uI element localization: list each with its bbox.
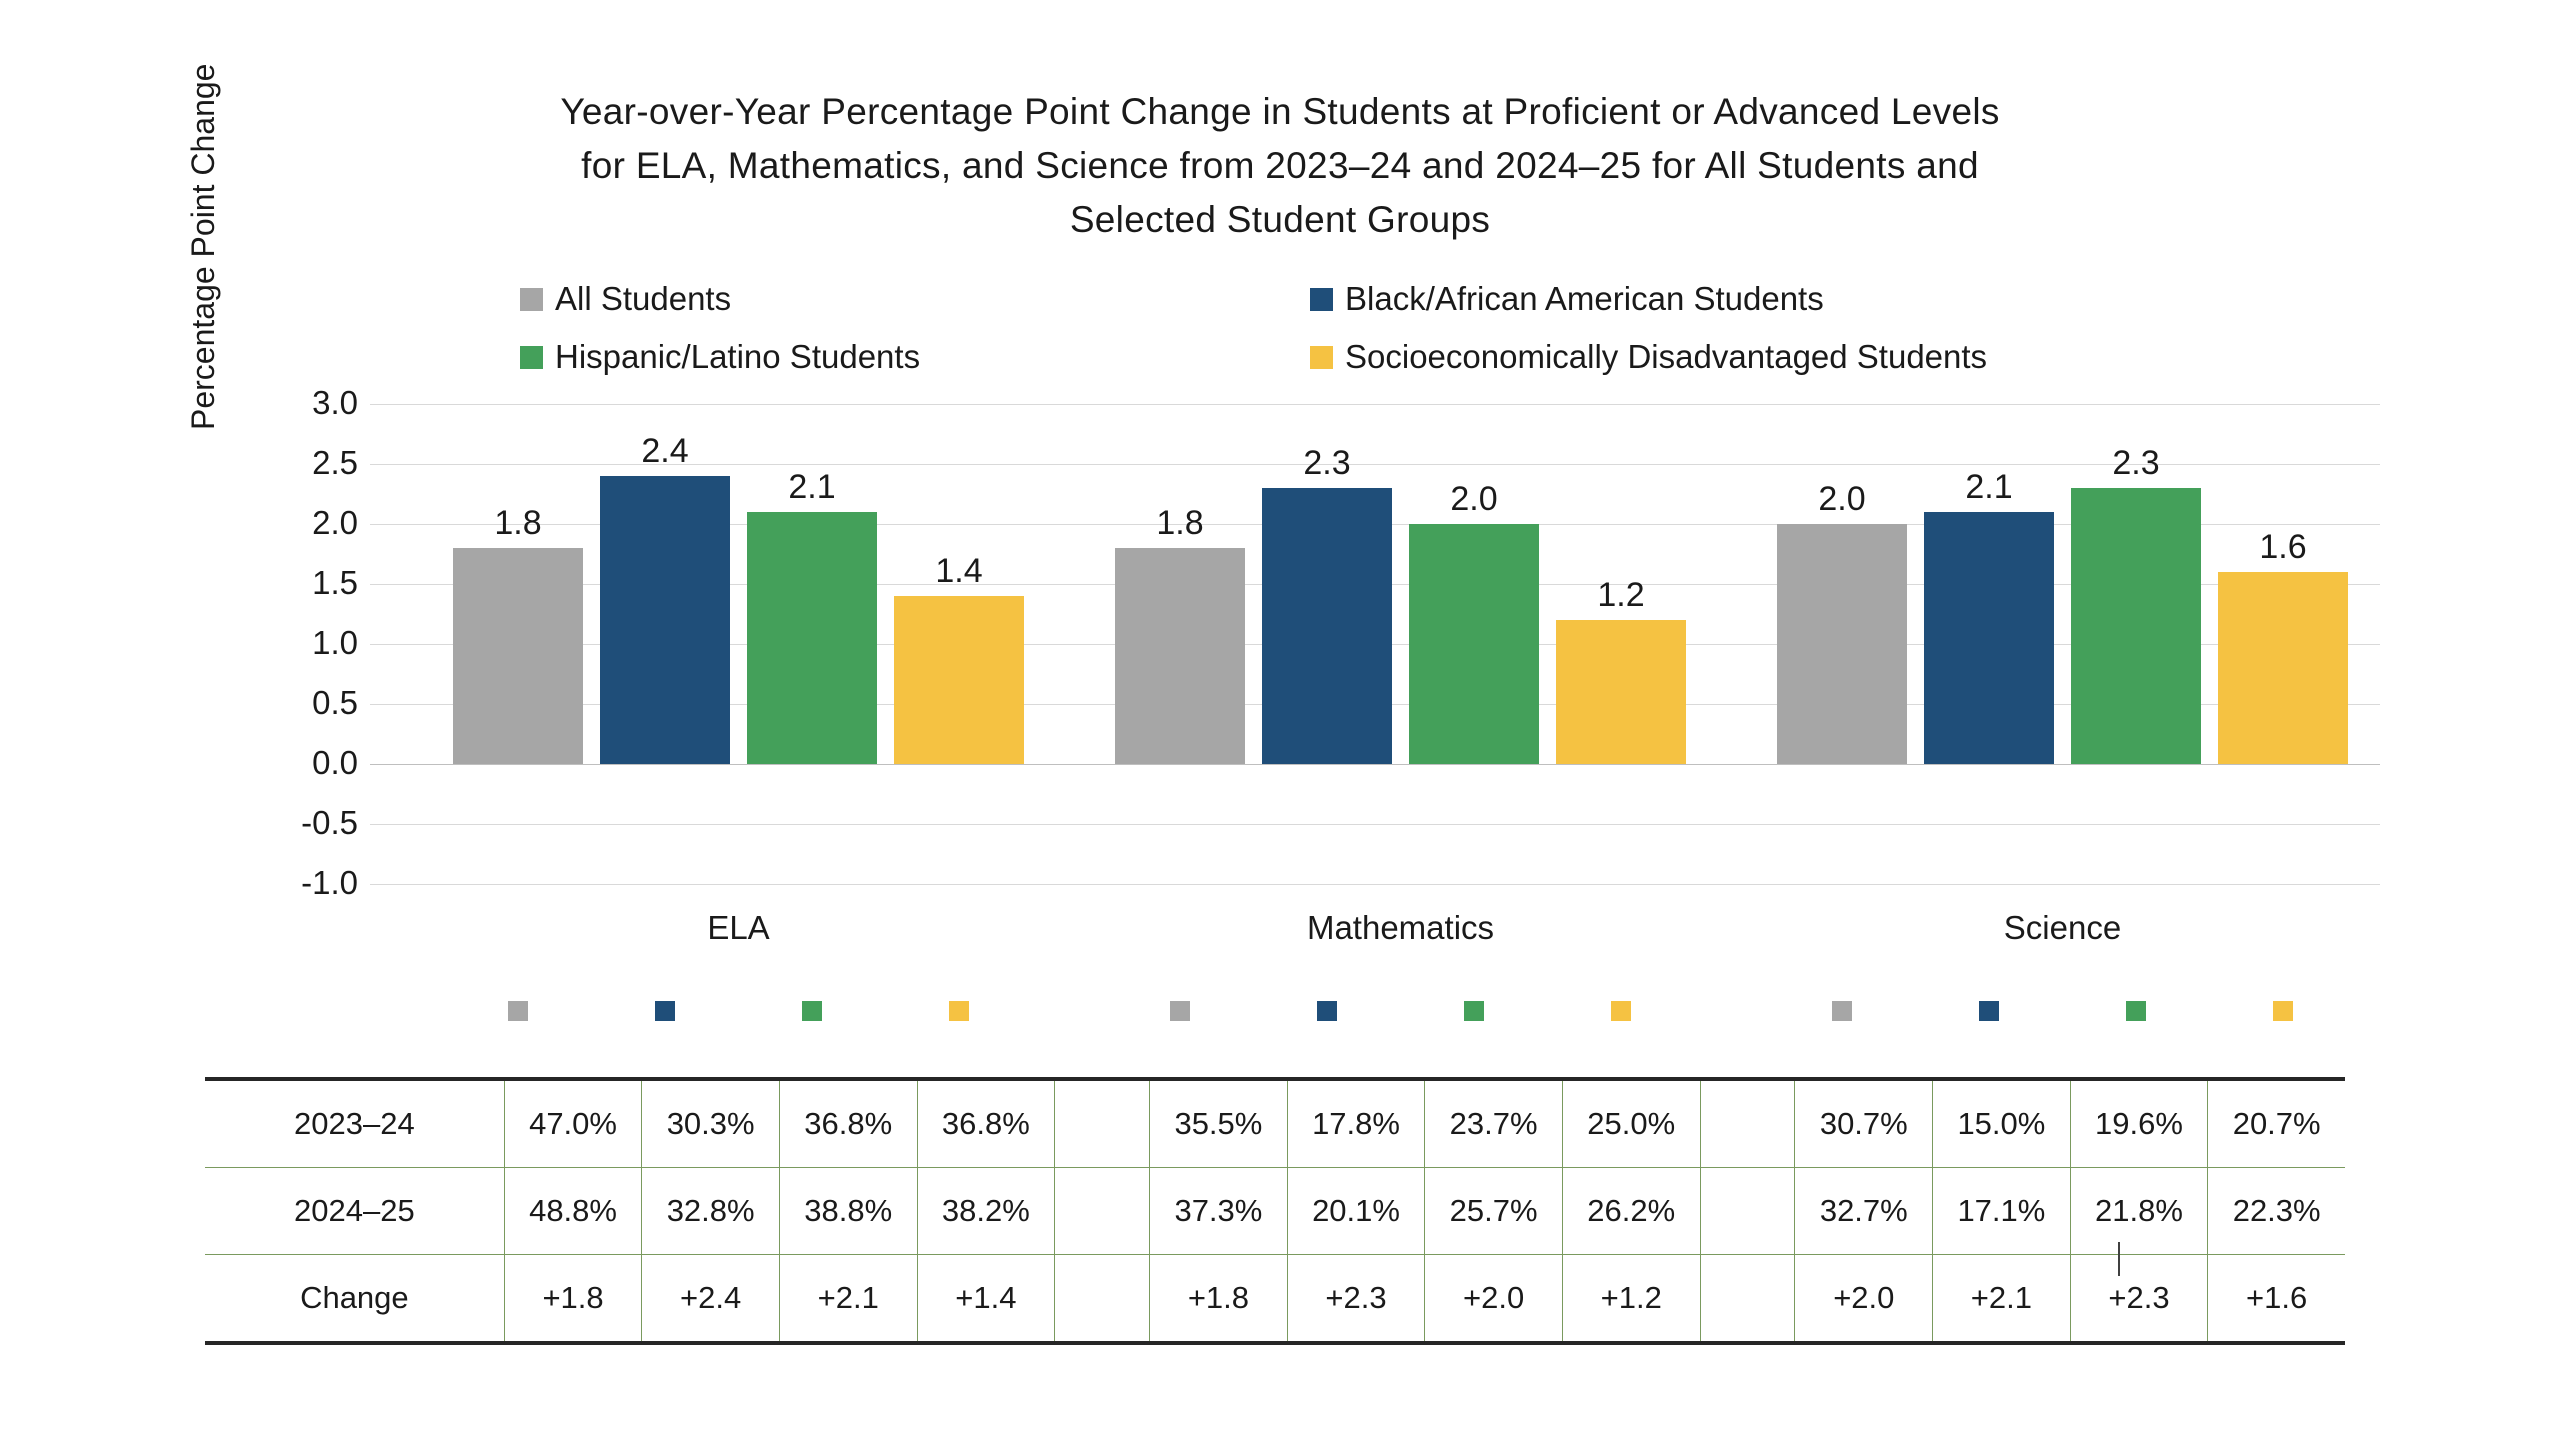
y-tick-label: 2.5 xyxy=(312,444,358,481)
table-cell: 36.8% xyxy=(917,1079,1055,1168)
table-cell: 17.1% xyxy=(1933,1168,2071,1255)
table-cell: 30.7% xyxy=(1795,1079,1933,1168)
table-cell: 38.2% xyxy=(917,1168,1055,1255)
table-cell: +2.1 xyxy=(1933,1255,2071,1344)
bar-value-label: 2.4 xyxy=(641,432,689,470)
legend-swatch-icon xyxy=(1310,288,1333,311)
legend-label: Socioeconomically Disadvantaged Students xyxy=(1345,338,1988,375)
table-cell: 47.0% xyxy=(504,1079,642,1168)
x-category-label-ela: ELA xyxy=(707,909,770,946)
bar-mathematics-socioeconomically-disadvantaged-students xyxy=(1556,620,1686,764)
table-cell: +2.3 xyxy=(2070,1255,2208,1344)
bar-ela-black-african-american-students xyxy=(600,476,730,764)
series-marker-icon xyxy=(1317,1001,1337,1021)
table-cell: +1.2 xyxy=(1562,1255,1700,1344)
title-line-1: Year-over-Year Percentage Point Change in Students at Proficient or Advanced Levels xyxy=(560,91,2000,132)
table-row xyxy=(205,1079,2345,1168)
table-cell: 22.3% xyxy=(2208,1168,2345,1255)
bar-value-label: 2.0 xyxy=(1450,480,1498,518)
bar-value-label: 2.1 xyxy=(788,468,836,506)
bar-science-socioeconomically-disadvantaged-students xyxy=(2218,572,2348,764)
row-header: Change xyxy=(205,1255,504,1344)
title-line-2: for ELA, Mathematics, and Science from 2023–24 and 2024–25 for All Students and xyxy=(581,145,1979,186)
bar-ela-hispanic-latino-students xyxy=(747,512,877,764)
y-tick-label: 2.0 xyxy=(312,504,358,541)
y-tick-label: 0.0 xyxy=(312,744,358,781)
table-cell: 20.7% xyxy=(2208,1079,2345,1168)
table-cell: 21.8% xyxy=(2070,1168,2208,1255)
bar-value-label: 1.8 xyxy=(1156,504,1204,542)
table-cell: 23.7% xyxy=(1425,1079,1563,1168)
y-axis-title: Percentage Point Change xyxy=(185,63,221,430)
y-tick-label: 3.0 xyxy=(312,384,358,421)
series-marker-icon xyxy=(1170,1001,1190,1021)
legend-label: Hispanic/Latino Students xyxy=(555,338,921,375)
bar-value-label: 2.1 xyxy=(1965,468,2013,506)
table-spacer-cell xyxy=(1055,1255,1150,1344)
bar-value-label: 1.2 xyxy=(1597,576,1645,614)
y-tick-label: 0.5 xyxy=(312,684,358,721)
y-tick-label: -0.5 xyxy=(301,804,358,841)
table-spacer-cell xyxy=(1055,1168,1150,1255)
legend-label: Black/African American Students xyxy=(1345,280,1824,317)
y-tick-label: -1.0 xyxy=(301,864,358,901)
table-cell: 32.8% xyxy=(642,1168,780,1255)
table-cell: 36.8% xyxy=(779,1079,917,1168)
page-title xyxy=(330,85,2230,247)
plot-area xyxy=(301,384,2380,946)
y-tick-label: 1.5 xyxy=(312,564,358,601)
table-cell: 38.8% xyxy=(779,1168,917,1255)
table-cell: 25.0% xyxy=(1562,1079,1700,1168)
table-spacer-cell xyxy=(1700,1079,1795,1168)
legend-swatch-icon xyxy=(1310,346,1333,369)
table-spacer-cell xyxy=(1700,1168,1795,1255)
series-marker-icon xyxy=(1464,1001,1484,1021)
bar-science-hispanic-latino-students xyxy=(2071,488,2201,764)
table-cell: +2.3 xyxy=(1287,1255,1425,1344)
table-cell: 15.0% xyxy=(1933,1079,2071,1168)
table-cell: 25.7% xyxy=(1425,1168,1563,1255)
table-row xyxy=(205,1168,2345,1255)
row-header: 2024–25 xyxy=(205,1168,504,1255)
series-marker-icon xyxy=(655,1001,675,1021)
row-header: 2023–24 xyxy=(205,1079,504,1168)
series-marker-icon xyxy=(1611,1001,1631,1021)
bar-mathematics-all-students xyxy=(1115,548,1245,764)
series-marker-icon xyxy=(1832,1001,1852,1021)
series-marker-icon xyxy=(2126,1001,2146,1021)
table-spacer-cell xyxy=(1700,1255,1795,1344)
bar-mathematics-black-african-american-students xyxy=(1262,488,1392,764)
table-cell: 32.7% xyxy=(1795,1168,1933,1255)
series-marker-icon xyxy=(2273,1001,2293,1021)
legend-label: All Students xyxy=(555,280,732,317)
table-cell: +1.8 xyxy=(1150,1255,1288,1344)
table-cell: 20.1% xyxy=(1287,1168,1425,1255)
bar-science-black-african-american-students xyxy=(1924,512,2054,764)
table-cell: +1.4 xyxy=(917,1255,1055,1344)
table-cell: +2.0 xyxy=(1795,1255,1933,1344)
bar-value-label: 1.6 xyxy=(2259,528,2307,566)
bar-ela-all-students xyxy=(453,548,583,764)
legend-item-all-students xyxy=(520,280,1310,318)
table-cell: +2.0 xyxy=(1425,1255,1563,1344)
table-cell: +1.8 xyxy=(504,1255,642,1344)
data-table xyxy=(205,1077,2345,1345)
y-tick-label: 1.0 xyxy=(312,624,358,661)
bar-science-all-students xyxy=(1777,524,1907,764)
bar-mathematics-hispanic-latino-students xyxy=(1409,524,1539,764)
table-cell: 37.3% xyxy=(1150,1168,1288,1255)
series-marker-icon xyxy=(802,1001,822,1021)
series-marker-icon xyxy=(1979,1001,1999,1021)
series-marker-icon xyxy=(508,1001,528,1021)
table-cell: 48.8% xyxy=(504,1168,642,1255)
table-cell: 30.3% xyxy=(642,1079,780,1168)
table-cell: 35.5% xyxy=(1150,1079,1288,1168)
series-marker-icon xyxy=(949,1001,969,1021)
table-cell: +2.4 xyxy=(642,1255,780,1344)
bar-value-label: 1.4 xyxy=(935,552,983,590)
table-row xyxy=(205,1255,2345,1344)
legend-item-hispanic-latino-students xyxy=(520,338,1310,376)
x-category-label-mathematics: Mathematics xyxy=(1306,909,1495,946)
table-cell: +2.1 xyxy=(779,1255,917,1344)
bar-ela-socioeconomically-disadvantaged-students xyxy=(894,596,1024,764)
legend-item-black-african-american-students xyxy=(1310,280,2100,318)
title-line-3: Selected Student Groups xyxy=(1069,199,1491,240)
legend-swatch-icon xyxy=(520,288,543,311)
table-spacer-cell xyxy=(1055,1079,1150,1168)
table-cell: +1.6 xyxy=(2208,1255,2345,1344)
x-category-label-science: Science xyxy=(2003,909,2122,946)
legend-item-socioeconomically-disadvantaged-students xyxy=(1310,338,2100,376)
legend-swatch-icon xyxy=(520,346,543,369)
bar-value-label: 2.3 xyxy=(1303,444,1351,482)
chart-legend xyxy=(520,280,2120,376)
table-cell: 17.8% xyxy=(1287,1079,1425,1168)
bar-value-label: 2.0 xyxy=(1818,480,1866,518)
table-cell: 26.2% xyxy=(1562,1168,1700,1255)
bar-value-label: 1.8 xyxy=(494,504,542,542)
bar-value-label: 2.3 xyxy=(2112,444,2160,482)
table-cell: 19.6% xyxy=(2070,1079,2208,1168)
table-edge-tick xyxy=(2118,1242,2120,1276)
